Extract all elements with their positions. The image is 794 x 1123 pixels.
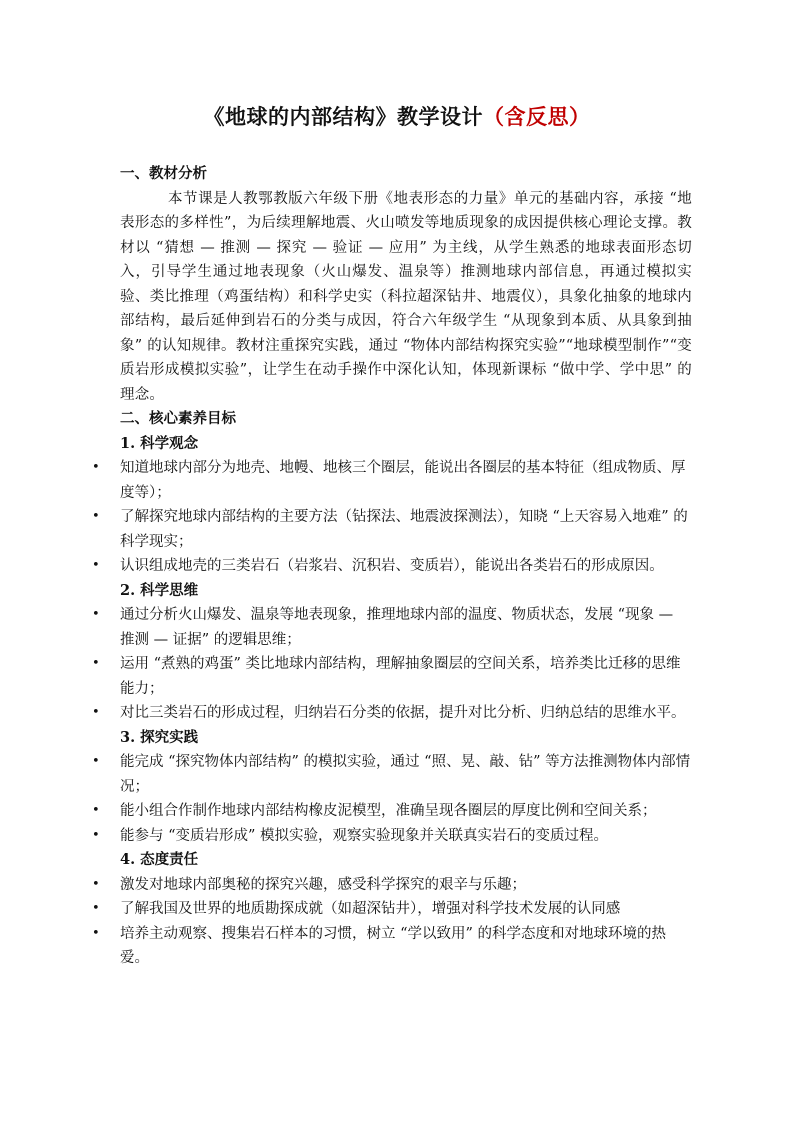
list-item: • 了解我国及世界的地质勘探成就（如超深钻井），增强对科学技术发展的认同感 <box>120 897 692 922</box>
list-item: • 能小组合作制作地球内部结构橡皮泥模型，准确呈现各圈层的厚度比例和空间关系； <box>120 799 692 824</box>
list-item: • 对比三类岩石的形成过程，归纳岩石分类的依据，提升对比分析、归纳总结的思维水平。 <box>120 701 692 726</box>
list-item: • 认识组成地壳的三类岩石（岩浆岩、沉积岩、变质岩），能说出各类岩石的形成原因。 <box>120 554 692 579</box>
subheading-science-thinking: 2. 科学思维 <box>120 581 199 599</box>
list-item: • 了解探究地球内部结构的主要方法（钻探法、地震波探测法），知晓 “上天容易入地难” 的科学现实； <box>120 505 692 554</box>
list-item: • 激发对地球内部奥秘的探究兴趣，感受科学探究的艰辛与乐趣； <box>120 873 692 898</box>
list-item: • 知道地球内部分为地壳、地幔、地核三个圈层，能说出各圈层的基本特征（组成物质、厚度等）； <box>120 456 692 505</box>
list-item: • 能参与 “变质岩形成” 模拟实验，观察实验现象并关联真实岩石的变质过程。 <box>120 824 692 849</box>
list-item: • 能完成 “探究物体内部结构” 的模拟实验，通过 “照、晃、敲、钻” 等方法推测物体内部情况； <box>120 750 692 799</box>
subheading-attitude-responsibility: 4. 态度责任 <box>120 851 199 868</box>
document-body <box>120 162 692 971</box>
list-item: • 通过分析火山爆发、温泉等地表现象，推理地球内部的温度、物质状态，发展 “现象 — 推测 — 证据” 的逻辑思维； <box>120 603 692 652</box>
textbook-analysis-paragraph: 本节课是人教鄂教版六年级下册《地表形态的力量》单元的基础内容，承接 “地表形态的多样性”，为后续理解地震、火山喷发等地质现象的成因提供核心理论支撑。教材以 “猜想 — 推测 — 探究 — 验证 — 应用” 为主线，从学生熟悉的地球表面形态切入，引导学生通过地表现象（火山爆发、温泉等）推测地球内部信息，再通过模拟实验、类比推理（鸡蛋结构）和科学史实（科拉超深钻井、地震仪），具象化抽象的地球内部结构，最后延伸到岩石的分类与成因，符合六年级学生 “从现象到本质、从具象到抽象” 的认知规律。教材注重探究实践，通过 “物体内部结构探究实验”“地球模型制作”“变质岩形成模拟实验”，让学生在动手操作中深化认知，体现新课标 “做中学、学中思” 的理念。 <box>120 190 692 403</box>
subheading-inquiry-practice: 3. 探究实践 <box>120 728 199 746</box>
list-item: • 培养主动观察、搜集岩石样本的习惯，树立 “学以致用” 的科学态度和对地球环境的热爱。 <box>120 922 692 971</box>
section-heading-core-goals: 二、核心素养目标 <box>120 410 236 427</box>
list-science-thinking <box>120 603 692 726</box>
list-science-concept <box>120 456 692 579</box>
document-title <box>0 101 794 131</box>
list-attitude-responsibility <box>120 873 692 971</box>
section-heading-textbook-analysis: 一、教材分析 <box>120 165 207 182</box>
subheading-science-concept: 1. 科学观念 <box>120 434 199 452</box>
list-inquiry-practice <box>120 750 692 848</box>
list-item: • 运用 “煮熟的鸡蛋” 类比地球内部结构，理解抽象圈层的空间关系，培养类比迁移的思维能力； <box>120 652 692 701</box>
title-main: 《地球的内部结构》教学设计 <box>203 104 483 129</box>
title-accent: （含反思） <box>483 104 591 129</box>
